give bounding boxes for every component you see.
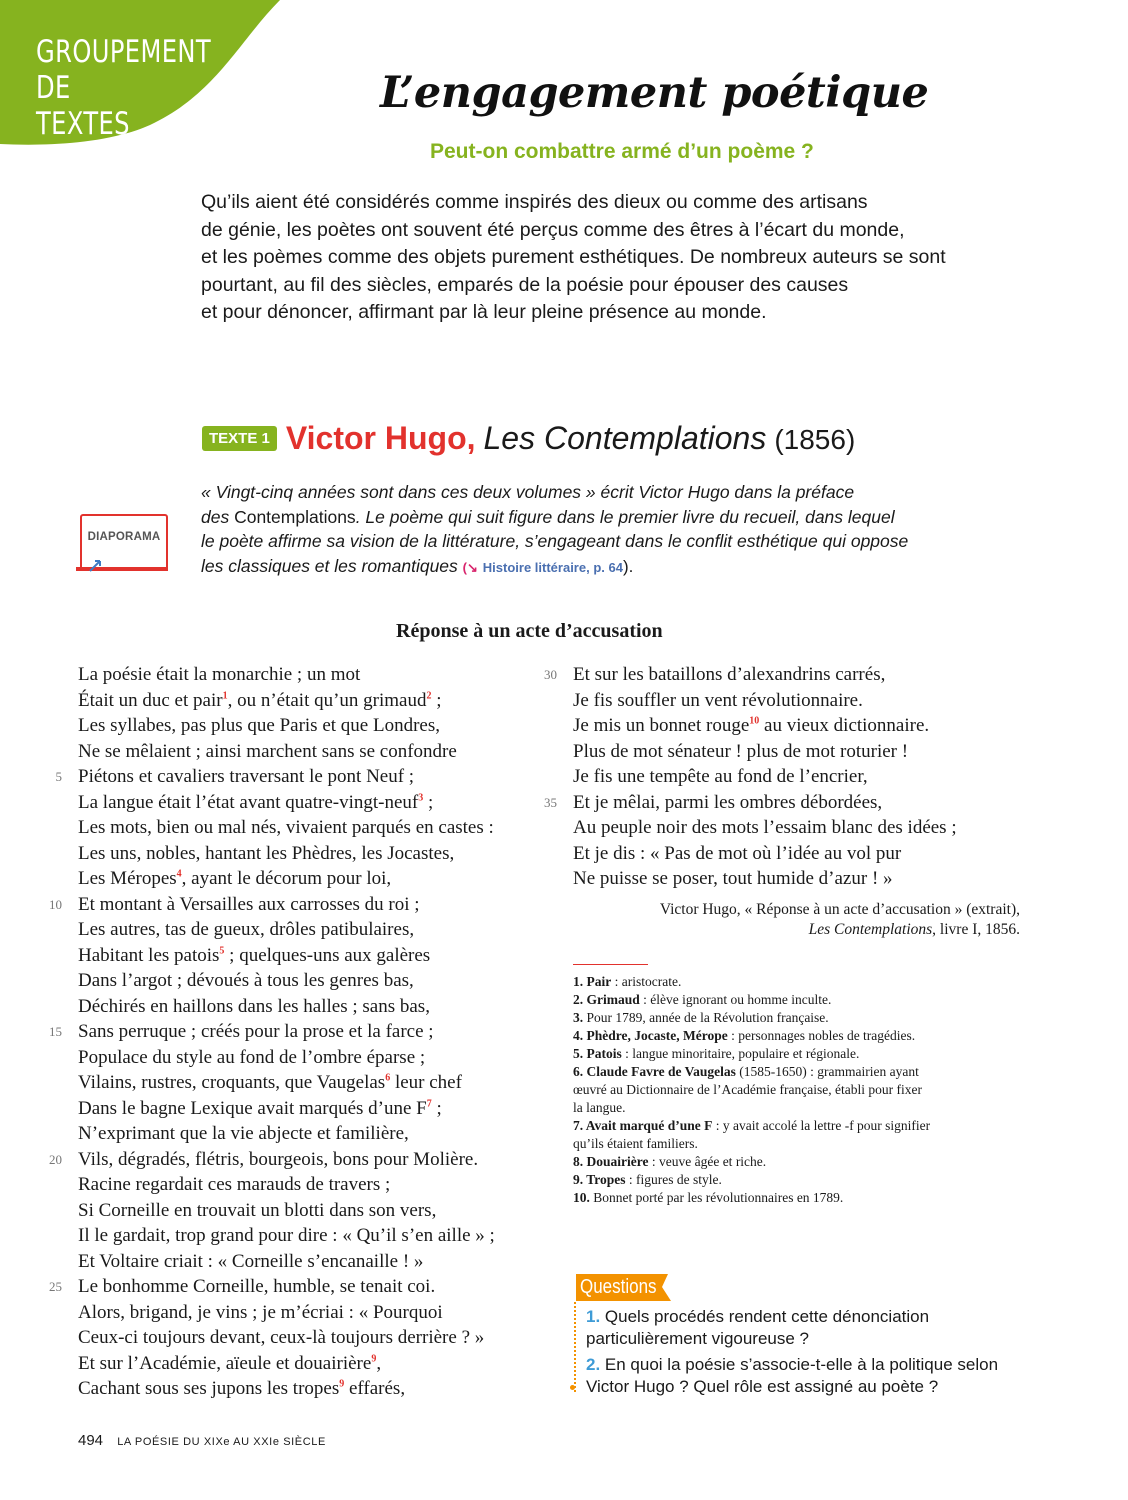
question-number: 2. [586, 1355, 601, 1374]
cross-reference-link[interactable]: Histoire littéraire, p. 64 [482, 559, 623, 575]
text-work-title: Les Contemplations [483, 420, 767, 456]
footnote [573, 1027, 1023, 1045]
poem-line [78, 1096, 538, 1122]
intro-line: pourtant, au fil des siècles, emparés de la poésie pour épouser des causes [201, 273, 849, 296]
poem-line [78, 1249, 538, 1275]
group-label-line1: GROUPEMENT [36, 34, 212, 70]
footnote [573, 1189, 1023, 1207]
verse-text: Et montant à Versailles aux carrosses du roi ; [78, 893, 420, 915]
poem-line [49, 1147, 538, 1173]
footnote [573, 1009, 1023, 1027]
footnote-text: œuvré au Dictionnaire de l’Académie française, établi pour fixer [573, 1082, 922, 1097]
poem-line [573, 713, 1023, 739]
footnote-divider [573, 964, 648, 965]
line-number: 25 [49, 1279, 62, 1294]
footnote-text: : personnages nobles de tragédies. [727, 1028, 916, 1043]
verse-text: Si Corneille en trouvait un blotti dans son vers, [78, 1199, 437, 1221]
poem-line [78, 866, 538, 892]
poem-column-right [544, 662, 1023, 892]
footnote-term: 10. [573, 1190, 590, 1205]
footnote [573, 1117, 1023, 1135]
poem-line [78, 1045, 538, 1071]
footnote-text: : figures de style. [625, 1172, 722, 1187]
text-author: Victor Hugo, [285, 420, 476, 456]
poem-line [573, 866, 1023, 892]
paren-open: ( [462, 559, 467, 575]
question-line [586, 1354, 1016, 1376]
verse-text: Et sur les bataillons d’alexandrins carrés, [573, 664, 886, 685]
intro-line: et pour dénoncer, affirmant par là leur pleine présence au monde. [201, 301, 767, 323]
footnote-text: Bonnet porté par les révolutionnaires en 1789. [589, 1190, 844, 1205]
poem-line [49, 892, 538, 918]
footnote-marker[interactable]: 6 [385, 1072, 391, 1084]
footnote-marker[interactable]: 9 [371, 1353, 377, 1365]
verse-text: La langue était l’état avant quatre-vingt-neuf [78, 791, 419, 813]
intro-line: Qu’ils aient été considérés comme inspirés des dieux ou comme des artisans [201, 191, 868, 213]
footnote [573, 973, 1023, 991]
group-label [36, 34, 212, 178]
page-title: L’engagement poétique [380, 68, 929, 118]
verse-text: Plus de mot sénateur ! plus de mot roturier ! [573, 740, 909, 762]
footnote-term: 8. Douairière [573, 1154, 649, 1169]
verse-text: leur chef [390, 1072, 462, 1093]
footnote-text: : veuve âgée et riche. [648, 1154, 767, 1169]
page-number: 494 [78, 1432, 104, 1449]
verse-text: Dans le bagne Lexique avait marqués d’une F [78, 1097, 427, 1119]
questions-heading: Questions [580, 1276, 657, 1298]
footnote-marker[interactable]: 7 [426, 1098, 432, 1110]
verse-text: Habitant les patois [78, 944, 220, 966]
footnote-marker[interactable]: 10 [749, 715, 760, 727]
line-number: 35 [544, 794, 557, 810]
verse-text: ; [431, 1097, 442, 1119]
presentation-fragment: . Le poème qui suit figure dans le premier livre du recueil, dans lequel [355, 506, 895, 527]
verse-text: Et je dis : « Pas de mot où l’idée au vol pur [573, 842, 902, 864]
diaporama-label: DIAPORAMA [87, 531, 161, 543]
questions-rule [574, 1302, 579, 1392]
cross-ref-arrow-icon: ↘ [467, 559, 478, 575]
poem-line [573, 841, 1023, 867]
verse-text: Alors, brigand, je vins ; je m’écriai : « Pourquoi [78, 1301, 443, 1323]
footnote-term: 4. Phèdre, Jocaste, Mérope [573, 1028, 728, 1043]
footnote-text: : langue minoritaire, populaire et régionale. [621, 1046, 860, 1061]
poem-line [78, 688, 538, 714]
question-line: particulièrement vigoureuse ? [586, 1329, 810, 1348]
question-item [586, 1306, 1016, 1350]
poem-line [78, 1070, 538, 1096]
footnote-term: 1. Pair [573, 974, 612, 989]
verse-text: ; quelques-uns aux galères [224, 944, 431, 966]
group-label-line2: DE TEXTES 9 [36, 70, 130, 178]
presentation-fragment: les classiques et les romantiques [201, 555, 463, 576]
poem-line [78, 1376, 538, 1402]
verse-text: Les Méropes [78, 868, 177, 889]
poem-line [49, 1274, 538, 1300]
verse-text: Cachant sous ses jupons les tropes [78, 1378, 340, 1399]
text-year: (1856) [774, 424, 856, 455]
presentation-line: le poète affirme sa vision de la littérature, s’engageant dans le conflit esthétique qui oppose [201, 531, 909, 551]
question-number: 1. [586, 1307, 601, 1326]
poem-line [78, 968, 538, 994]
verse-text: Dans l’argot ; dévoués à tous les genres bas, [78, 970, 414, 991]
footnote-marker[interactable]: 9 [339, 1378, 345, 1390]
poem-line [78, 1351, 538, 1377]
verse-text: Les syllabes, pas plus que Paris et que Londres, [78, 715, 440, 736]
footnote-term: 3. [573, 1010, 584, 1025]
poem-credit [560, 900, 1020, 940]
footnote-term: 7. Avait marqué d’une F [573, 1118, 713, 1133]
footnote-text: qu’ils étaient familiers. [573, 1136, 698, 1151]
footnote [573, 1081, 1023, 1099]
verse-text: Je fis une tempête au fond de l’encrier, [573, 766, 868, 787]
cursor-arrow-icon [88, 557, 104, 573]
text-presentation [201, 480, 991, 580]
footnotes [573, 973, 1023, 1207]
poem-line [78, 1172, 538, 1198]
poem-line [78, 815, 538, 841]
verse-text: Vilains, rustres, croquants, que Vaugelas [78, 1072, 386, 1093]
verse-text: Et Voltaire criait : « Corneille s’encanaille ! » [78, 1250, 424, 1272]
poem-line [78, 739, 538, 765]
footnote-term: 5. Patois [573, 1046, 622, 1061]
line-number: 15 [49, 1024, 62, 1039]
verse-text: Je mis un bonnet rouge [573, 715, 750, 736]
footnote-marker[interactable]: 1 [222, 690, 228, 702]
footnote [573, 1135, 1023, 1153]
verse-text: ; [423, 791, 434, 813]
footnote-text: la langue. [573, 1100, 626, 1115]
verse-text: Le bonhomme Corneille, humble, se tenait coi. [78, 1276, 436, 1297]
presentation-line [201, 554, 991, 581]
footnote-text: : y avait accolé la lettre -f pour signifier [712, 1118, 931, 1133]
poem-line [55, 764, 538, 790]
poem-line [544, 662, 1023, 688]
footnote [573, 1099, 1023, 1117]
footnote-text: (1585-1650) : grammairien ayant [735, 1064, 919, 1079]
verse-text: Et sur l’Académie, aïeule et douairière [78, 1352, 372, 1374]
footnote-marker[interactable]: 5 [219, 945, 225, 957]
verse-text: Les autres, tas de gueux, drôles patibulaires, [78, 919, 415, 940]
footnote-text: Pour 1789, année de la Révolution française. [583, 1010, 829, 1025]
text-heading [202, 420, 855, 464]
footnote-marker[interactable]: 4 [176, 868, 182, 880]
presentation-fragment: des [201, 506, 235, 527]
credit-line: Victor Hugo, « Réponse à un acte d’accusation » (extrait), [659, 901, 1020, 918]
credit-line [560, 920, 1020, 940]
verse-text: Était un duc et pair [78, 689, 223, 711]
footnote-text: : élève ignorant ou homme inculte. [639, 992, 832, 1007]
poem-line [78, 841, 538, 867]
poem-line [544, 790, 1023, 816]
questions-dot [570, 1385, 575, 1390]
poem-title: Réponse à un acte d’accusation [396, 620, 663, 642]
poem-line [78, 1121, 538, 1147]
presentation-work: Contemplations [234, 506, 356, 527]
poem-line [78, 713, 538, 739]
verse-text: Vils, dégradés, flétris, bourgeois, bons pour Molière. [78, 1148, 479, 1170]
footnote [573, 991, 1023, 1009]
verse-text: au vieux dictionnaire. [759, 715, 930, 736]
verse-text: Racine regardait ces marauds de travers ; [78, 1174, 391, 1195]
intro-paragraph [201, 189, 1021, 327]
footnote-term: 9. Tropes [573, 1172, 626, 1187]
line-number: 30 [544, 667, 557, 682]
verse-text: effarés, [344, 1378, 406, 1399]
verse-text: Déchirés en haillons dans les halles ; sans bas, [78, 995, 430, 1017]
line-number: 10 [49, 896, 62, 912]
questions-list [586, 1306, 1016, 1402]
text-badge: TEXTE 1 [202, 426, 277, 451]
footnote [573, 1153, 1023, 1171]
verse-text: Et je mêlai, parmi les ombres débordées, [573, 791, 883, 813]
presentation-line: « Vingt-cinq années sont dans ces deux volumes » écrit Victor Hugo dans la préface [201, 482, 855, 502]
poem-column-left [49, 662, 538, 1402]
poem-line [78, 1325, 538, 1351]
line-number: 20 [49, 1151, 62, 1167]
verse-text: , ayant le décorum pour loi, [181, 868, 392, 889]
verse-text: , [376, 1352, 382, 1374]
footnote-text: : aristocrate. [611, 974, 682, 989]
footnote-marker[interactable]: 3 [418, 792, 424, 804]
footnote [573, 1063, 1023, 1081]
footnote-term: 2. Grimaud [573, 992, 640, 1007]
poem-line [573, 764, 1023, 790]
verse-text: ; [431, 689, 442, 711]
verse-text: Au peuple noir des mots l’essaim blanc des idées ; [573, 817, 957, 838]
verse-text: Ne se mêlaient ; ainsi marchent sans se confondre [78, 740, 457, 762]
page-subtitle: Peut-on combattre armé d’un poème ? [430, 140, 814, 163]
paren-close: ). [622, 556, 634, 576]
running-title: LA POÉSIE DU XIXe AU XXIe SIÈCLE [117, 1436, 326, 1448]
verse-text: Ceux-ci toujours devant, ceux-là toujours derrière ? » [78, 1327, 485, 1348]
footnote [573, 1045, 1023, 1063]
verse-text: Ne puisse se poser, tout humide d’azur ! » [573, 868, 893, 889]
verse-text: Sans perruque ; créés pour la prose et la farce ; [78, 1021, 434, 1042]
poem-line [78, 1223, 538, 1249]
poem-line [573, 739, 1023, 765]
question-item [586, 1354, 1016, 1398]
presentation-line [201, 505, 991, 530]
poem-line [49, 1019, 538, 1045]
poem-line [573, 815, 1023, 841]
question-text: Quels procédés rendent cette dénonciation [600, 1307, 930, 1326]
line-number: 5 [55, 769, 62, 784]
intro-line: de génie, les poètes ont souvent été perçus comme des êtres à l’écart du monde, [201, 218, 905, 241]
question-line [586, 1306, 1016, 1328]
verse-text: La poésie était la monarchie ; un mot [78, 664, 361, 685]
verse-text: Populace du style au fond de l’ombre éparse ; [78, 1046, 426, 1068]
verse-text: Je fis souffler un vent révolutionnaire. [573, 689, 863, 711]
verse-text: N’exprimant que la vie abjecte et familière, [78, 1123, 409, 1144]
verse-text: Il le gardait, trop grand pour dire : « Qu’il s’en aille » ; [78, 1225, 495, 1246]
poem-line [78, 1300, 538, 1326]
credit-work: Les Contemplations [808, 921, 933, 938]
page-footer [78, 1432, 326, 1449]
footnote-term: 6. Claude Favre de Vaugelas [573, 1064, 736, 1079]
verse-text: Les uns, nobles, hantant les Phèdres, les Jocastes, [78, 842, 455, 864]
poem-line [78, 943, 538, 969]
poem-line [78, 662, 538, 688]
question-line: Victor Hugo ? Quel rôle est assigné au poète ? [586, 1377, 939, 1396]
footnote-marker[interactable]: 2 [426, 690, 432, 702]
poem-line [573, 688, 1023, 714]
verse-text: Piétons et cavaliers traversant le pont Neuf ; [78, 766, 415, 787]
question-text: En quoi la poésie s’associe-t-elle à la politique selon [600, 1355, 999, 1374]
credit-rest: , livre I, 1856. [932, 921, 1020, 938]
poem-line [78, 994, 538, 1020]
verse-text: Les mots, bien ou mal nés, vivaient parqués en castes : [78, 817, 494, 838]
poem-line [78, 917, 538, 943]
footnote [573, 1171, 1023, 1189]
intro-line: et les poèmes comme des objets purement esthétiques. De nombreux auteurs se sont [201, 246, 946, 268]
poem-line [78, 1198, 538, 1224]
verse-text: , ou n’était qu’un grimaud [227, 689, 427, 711]
poem-line [78, 790, 538, 816]
